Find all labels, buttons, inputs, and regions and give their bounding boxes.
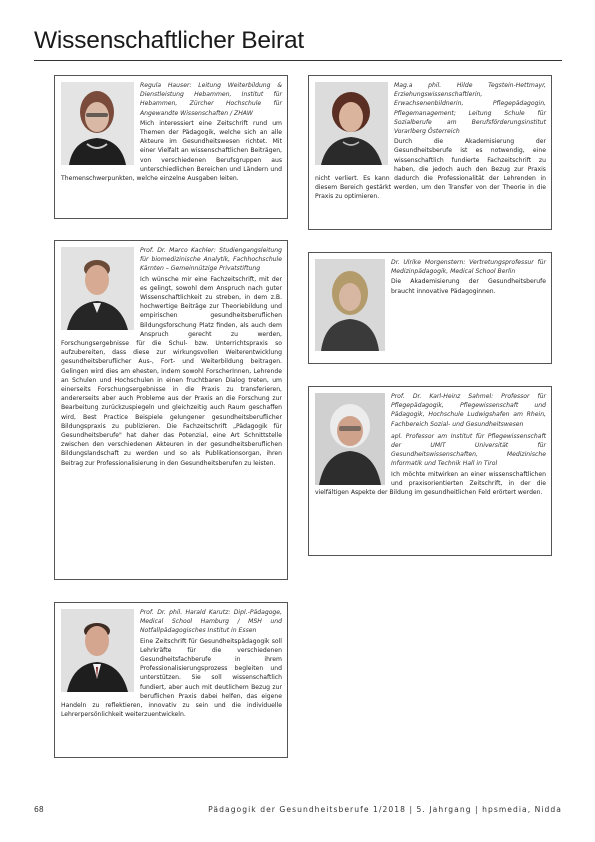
- advisory-card-morgenstern: [308, 252, 552, 364]
- member-intro: Mag.a phil. Hilde Tegstein-Hettmayr, Erziehungswissenschaftlerin, Erwachsenenbildnerin, Pflegepädagogin, Pflegemanagement; Leitung Schule für Sozialberufe am Berufsförderungsinstitut Vorarlberg Österreich: [394, 82, 546, 136]
- member-statement: Ich wünsche mir eine Fachzeitschrift, mit der es gelingt, sowohl dem Anspruch nach guter Wissenschaftlichkeit zu streben, in dem z.B. hochwertige Beiträge zur Theoriebildung und empirischen gesundheitsberuflichen Bildungsforschung Platz finden, als auch dem Anspruch gerecht zu werden, Forschungsergebnisse für die Schul- bzw. Unterrichtspraxis so aufzubereiten, dass diese zur wirkungsvollen Weiterentwicklung gesundheitsberuflicher Aus-, Fort- und Weiterbildung beitragen. Gelingen wird dies am ehesten, indem sowohl ForscherInnen, Lehrende an Schulen und Hochschulen in einen fruchtbaren Dialog treten, um einerseits Forschungsergebnisse in die Praxis zu transferieren, andererseits aber auch Probleme aus der Praxis an die Forschung zur Bearbeitung zurückzuspiegeln und gleichzeitig auch Raum geschaffen wird, Best Practice Beispiele gelungener gesundheitsberuflicher Bildungspraxis zu publizieren. Die Fachzeitschrift „Pädagogik für Gesundheitsberufe" hat daher das Potenzial, eine Art Schnittstelle zwischen den verschiedenen Akteuren in der gesundheitsberuflichen Bildungslandschaft zu werden und so als Publikationsorgan, ihren Beitrag zur Professionalisierung in den Gesundheitsberufen zu leisten.: [61, 275, 282, 467]
- advisory-card-sahmel: [308, 386, 552, 556]
- title-rule: [34, 60, 562, 61]
- portrait-photo: [315, 82, 388, 165]
- member-statement: Mich interessiert eine Zeitschrift rund um Themen der Pädagogik, welche sich an alle Akteure im Gesundheitswesen richtet. Mit einer Vielfalt an wissenschaftlichen Beiträgen, von verschiedenen Berufsgruppen aus unterschiedlichen Bereichen und Ländern und Themenschwerpunkten, welche einzelne Ausgaben leiten.: [61, 119, 282, 183]
- member-intro-secondary: apl. Professor am Institut für Pflegewissenschaft der UMIT Universität für Gesundheitswissenschaften, Medizinische Informatik und Technik Hall in Tirol: [391, 432, 546, 468]
- page-number: 68: [34, 805, 44, 814]
- page-footer: [34, 805, 562, 819]
- portrait-image: [315, 393, 385, 485]
- member-statement: Die Akademisierung der Gesundheitsberufe braucht innovative Pädagoginnen.: [391, 278, 546, 295]
- portrait-photo: [61, 247, 134, 330]
- advisory-card-tegstein: [308, 75, 552, 230]
- member-intro: Prof. Dr. Marco Kachler: Studiengangsleitung für biomedizinische Analytik, Fachhochschule Kärnten – Gemeinnützige Privatstiftung: [140, 247, 282, 273]
- advisory-card-kachler: [54, 240, 288, 580]
- member-statement: Eine Zeitschrift für Gesundheitspädagogik soll Lehrkräfte für die verschiedenen Gesundheitsfachberufe in ihrem Professionalisierungsprozess begleiten und unterstützen. Sie soll wissenschaftlich fundiert, aber auch mit deutlichem Bezug zur beruflichen Praxis dabei helfen, das eigene Handeln zu reflektieren, innovativ zu sein und die individuelle Lehrerpersönlichkeit weiterzuentwickeln.: [61, 637, 282, 719]
- page-title: Wissenschaftlicher Beirat: [34, 27, 305, 54]
- advisory-card-karutz: [54, 602, 288, 758]
- member-statement: Durch die Akademisierung der Gesundheitsberufe ist es notwendig, eine wissenschaftlich fundierte Fachzeitschrift zu haben, die jedoch auch den Bezug zur Praxis nicht verliert. Es kann dadurch die Professionalität der Lehrenden in diesem Bereich gestärkt werden, um den Transfer von der Theorie in die Praxis zu optimieren.: [315, 138, 546, 201]
- member-intro: Prof. Dr. Karl-Heinz Sahmel: Professor für Pflegepädagogik, Pflegewissenschaft und Pädagogik, Hochschule Ludwigshafen am Rhein, Fachbereich Sozial- und Gesundheitswesen: [391, 393, 546, 428]
- portrait-photo: [61, 609, 134, 692]
- advisory-card-hauser: [54, 75, 288, 219]
- member-intro: Regula Hauser: Leitung Weiterbildung & Dienstleistung Hebammen, Institut für Hebammen, Zürcher Hochschule für Angewandte Wissenschaften / ZHAW: [140, 82, 282, 117]
- portrait-image: [315, 259, 385, 351]
- portrait-photo: [61, 82, 134, 165]
- member-intro: Dr. Ulrike Morgenstern: Vertretungsprofessur für Medizinpädagogik, Medical School Berlin: [391, 259, 546, 276]
- journal-footer-line: Pädagogik der Gesundheitsberufe 1/2018 | 5. Jahrgang | hpsmedia, Nidda: [208, 805, 562, 814]
- member-intro: Prof. Dr. phil. Harald Karutz: Dipl.-Pädagoge, Medical School Hamburg / MSH und Notfallpädagogisches Institut in Essen: [140, 609, 282, 635]
- member-statement: Ich möchte mitwirken an einer wissenschaftlichen und praxisorientierten Zeitschrift, in der die vielfältigen Aspekte der Bildung im gesundheitlichen Feld erörtert werden.: [315, 470, 546, 497]
- portrait-photo: [315, 259, 385, 351]
- portrait-image: [315, 82, 388, 165]
- portrait-image: [61, 247, 134, 330]
- portrait-image: [61, 609, 134, 692]
- portrait-image: [61, 82, 134, 165]
- portrait-photo: [315, 393, 385, 485]
